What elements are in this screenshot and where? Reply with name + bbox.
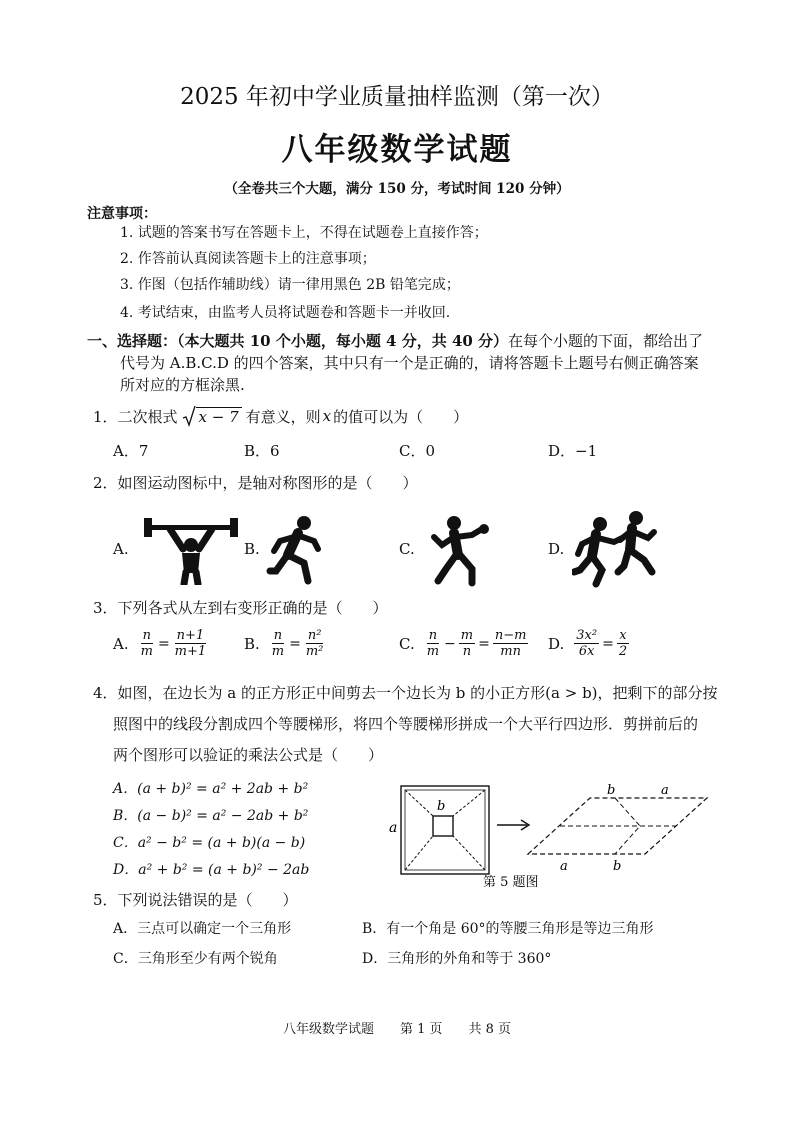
equals-sign: = — [478, 635, 490, 652]
q3-option-d — [548, 628, 629, 659]
numerator: n² — [307, 628, 322, 643]
q1-radical — [182, 405, 242, 427]
section1-line1 — [87, 330, 703, 351]
q2-stem: 2．如图运动图标中，是轴对称图形的是（ ） — [93, 474, 418, 492]
section1-line3: 所对应的方框涂黑. — [120, 376, 245, 394]
equals-sign: = — [602, 635, 614, 652]
denominator: m² — [305, 644, 324, 659]
q1-text-a: 1．二次根式 — [93, 407, 178, 426]
denominator: m — [140, 644, 153, 659]
numerator: 3x² — [576, 628, 598, 643]
boxer-icon — [428, 515, 490, 587]
section1-label: 一、选择题： — [87, 332, 178, 350]
section1-bold-part: （本大题共 10 个小题，每小题 4 分，共 40 分） — [177, 332, 509, 350]
q2-label-a: A. — [113, 540, 129, 558]
q5-option-b: B．有一个角是 60°的等腰三角形是等边三角形 — [362, 921, 654, 937]
q3-label-b: B. — [244, 634, 260, 653]
equals-sign: = — [157, 635, 170, 652]
label-b-square: b — [437, 799, 446, 814]
denominator: 2 — [618, 644, 628, 659]
fraction — [270, 628, 286, 659]
q1-stem — [93, 405, 468, 427]
note-item-4: 4. 考试结束，由监考人员将试题卷和答题卡一并收回. — [120, 305, 451, 321]
q1-text-c: 的值可以为（ ） — [333, 407, 469, 426]
exam-subtitle: （全卷共三个大题，满分 150 分，考试时间 120 分钟） — [224, 181, 570, 197]
q3-label-c: C. — [399, 634, 415, 653]
small-square — [433, 816, 453, 836]
numerator: n+1 — [176, 628, 205, 643]
q4-option-a: A．(a + b)² = a² + 2ab + b² — [113, 781, 309, 797]
q4-line2: 照图中的线段分割成四个等腰梯形，将四个等腰梯形拼成一个大平行四边形．剪拼前后的 — [113, 715, 699, 733]
q5-stem: 5．下列说法错误的是（ ） — [93, 891, 298, 909]
fraction — [493, 628, 529, 659]
q3-stem: 3．下列各式从左到右变形正确的是（ ） — [93, 599, 388, 617]
fraction — [425, 628, 441, 659]
section1-line1-rest: 在每个小题的下面，都给出了 — [508, 332, 704, 350]
q1-option-c: C．0 — [399, 442, 436, 460]
figure-caption: 第 5 题图 — [483, 875, 539, 890]
q5-option-a: A．三点可以确定一个三角形 — [113, 921, 292, 937]
fraction — [574, 628, 599, 659]
label-a-top: a — [661, 783, 669, 798]
q4-line3: 两个图形可以验证的乘法公式是（ ） — [113, 746, 384, 764]
q1-option-a: A．7 — [113, 442, 149, 460]
q1-option-b: B．6 — [244, 442, 280, 460]
denominator: m — [271, 644, 285, 659]
q2-label-d: D. — [548, 540, 565, 558]
sqrt-icon — [182, 405, 196, 427]
q2-label-b: B. — [244, 540, 260, 558]
label-b-bottom: b — [613, 859, 622, 874]
page-footer: 八年级数学试题 第 1 页 共 8 页 — [282, 1022, 512, 1037]
fraction — [304, 628, 326, 659]
q4-option-c: C．a² − b² = (a + b)(a − b) — [113, 835, 306, 851]
fraction — [459, 628, 475, 659]
denominator: mn — [500, 644, 521, 659]
q4-option-d: D．a² + b² = (a + b)² − 2ab — [113, 862, 310, 878]
numerator: n — [273, 628, 283, 643]
exam-title: 2025 年初中学业质量抽样监测（第一次） — [180, 84, 614, 110]
runner-icon — [266, 515, 324, 587]
q1-var: x — [322, 407, 332, 425]
q1-option-d: D．−1 — [548, 442, 598, 460]
section1-line2: 代号为 A.B.C.D 的四个答案，其中只有一个是正确的，请将答题卡上题号右侧正确答案 — [120, 354, 699, 372]
q5-option-d: D．三角形的外角和等于 360° — [362, 951, 552, 967]
fraction — [617, 628, 629, 659]
denominator: m — [426, 644, 440, 659]
denominator: 6x — [578, 644, 595, 659]
note-item-2: 2. 作答前认真阅读答题卡上的注意事项； — [120, 251, 376, 267]
notes-heading: 注意事项： — [87, 206, 157, 222]
fraction — [139, 628, 155, 659]
fraction — [173, 628, 209, 659]
label-b-top: b — [607, 783, 616, 798]
denominator: m+1 — [174, 644, 207, 659]
q1-text-b: 有意义，则 — [245, 407, 321, 426]
q2-label-c: C. — [399, 540, 415, 558]
q3-option-c — [399, 628, 528, 659]
label-a-square: a — [389, 820, 398, 836]
numerator: n — [428, 628, 438, 643]
q4-figure — [385, 780, 715, 890]
q1-radicand: x − 7 — [196, 407, 242, 427]
q4-line1: 4．如图，在边长为 a 的正方形正中间剪去一个边长为 b 的小正方形(a > b)，把剩下的部分按 — [93, 684, 718, 702]
q4-option-b: B．(a − b)² = a² − 2ab + b² — [113, 808, 309, 824]
q3-label-a: A. — [113, 634, 129, 653]
equals-sign: = — [289, 635, 301, 652]
label-a-bottom: a — [560, 859, 568, 874]
weightlifter-icon — [142, 515, 240, 585]
pair-runners-icon — [572, 510, 664, 588]
numerator: n−m — [494, 628, 527, 643]
q3-option-b — [244, 628, 325, 659]
q3-label-d: D. — [548, 634, 565, 653]
q5-option-c: C．三角形至少有两个锐角 — [113, 951, 278, 967]
minus-sign: − — [444, 635, 456, 652]
note-item-3: 3. 作图（包括作辅助线）请一律用黑色 2B 铅笔完成； — [120, 277, 460, 293]
numerator: x — [619, 628, 627, 643]
numerator: m — [460, 628, 474, 643]
denominator: n — [462, 644, 472, 659]
paper-title: 八年级数学试题 — [281, 132, 513, 168]
q3-option-a — [113, 628, 208, 659]
note-item-1: 1. 试题的答案书写在答题卡上，不得在试题卷上直接作答； — [120, 225, 488, 241]
numerator: n — [142, 628, 151, 643]
